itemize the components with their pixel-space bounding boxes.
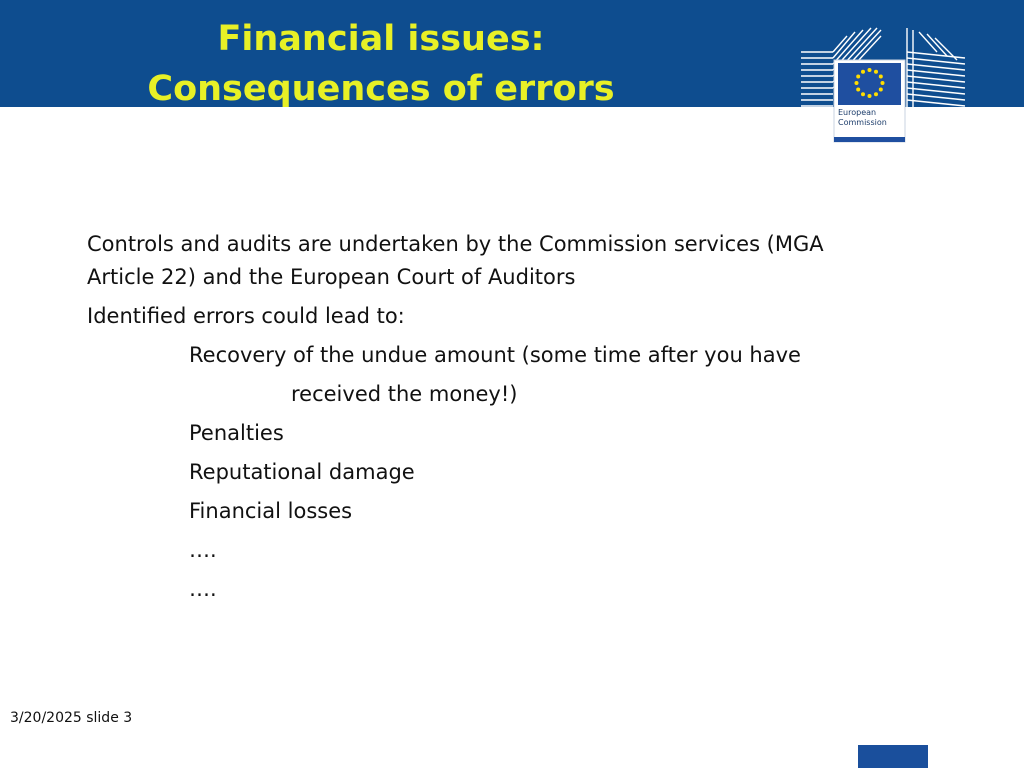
body-line: …. <box>189 577 217 601</box>
title-line-2: Consequences of errors <box>147 69 615 109</box>
logo-line-2: Commission <box>838 118 887 127</box>
corner-decoration <box>858 745 928 768</box>
european-commission-logo <box>797 22 969 144</box>
body-line: …. <box>189 538 217 562</box>
body-line: Identified errors could lead to: <box>87 304 405 328</box>
body-line: Recovery of the undue amount (some time after you have <box>189 343 801 367</box>
logo-wordmark <box>838 108 887 128</box>
body-line: Financial losses <box>189 499 353 523</box>
body-line: Article 22) and the European Court of Auditors <box>87 265 576 289</box>
body-line: received the money!) <box>291 382 518 406</box>
body-line: Reputational damage <box>189 460 415 484</box>
slide-title <box>0 14 762 114</box>
slide-footer: 3/20/2025 slide 3 <box>10 710 133 726</box>
body-line: Penalties <box>189 421 284 445</box>
body-line: Controls and audits are undertaken by the Commission services (MGA <box>87 232 824 256</box>
title-line-1: Financial issues: <box>217 19 545 59</box>
logo-line-1: European <box>838 108 877 117</box>
